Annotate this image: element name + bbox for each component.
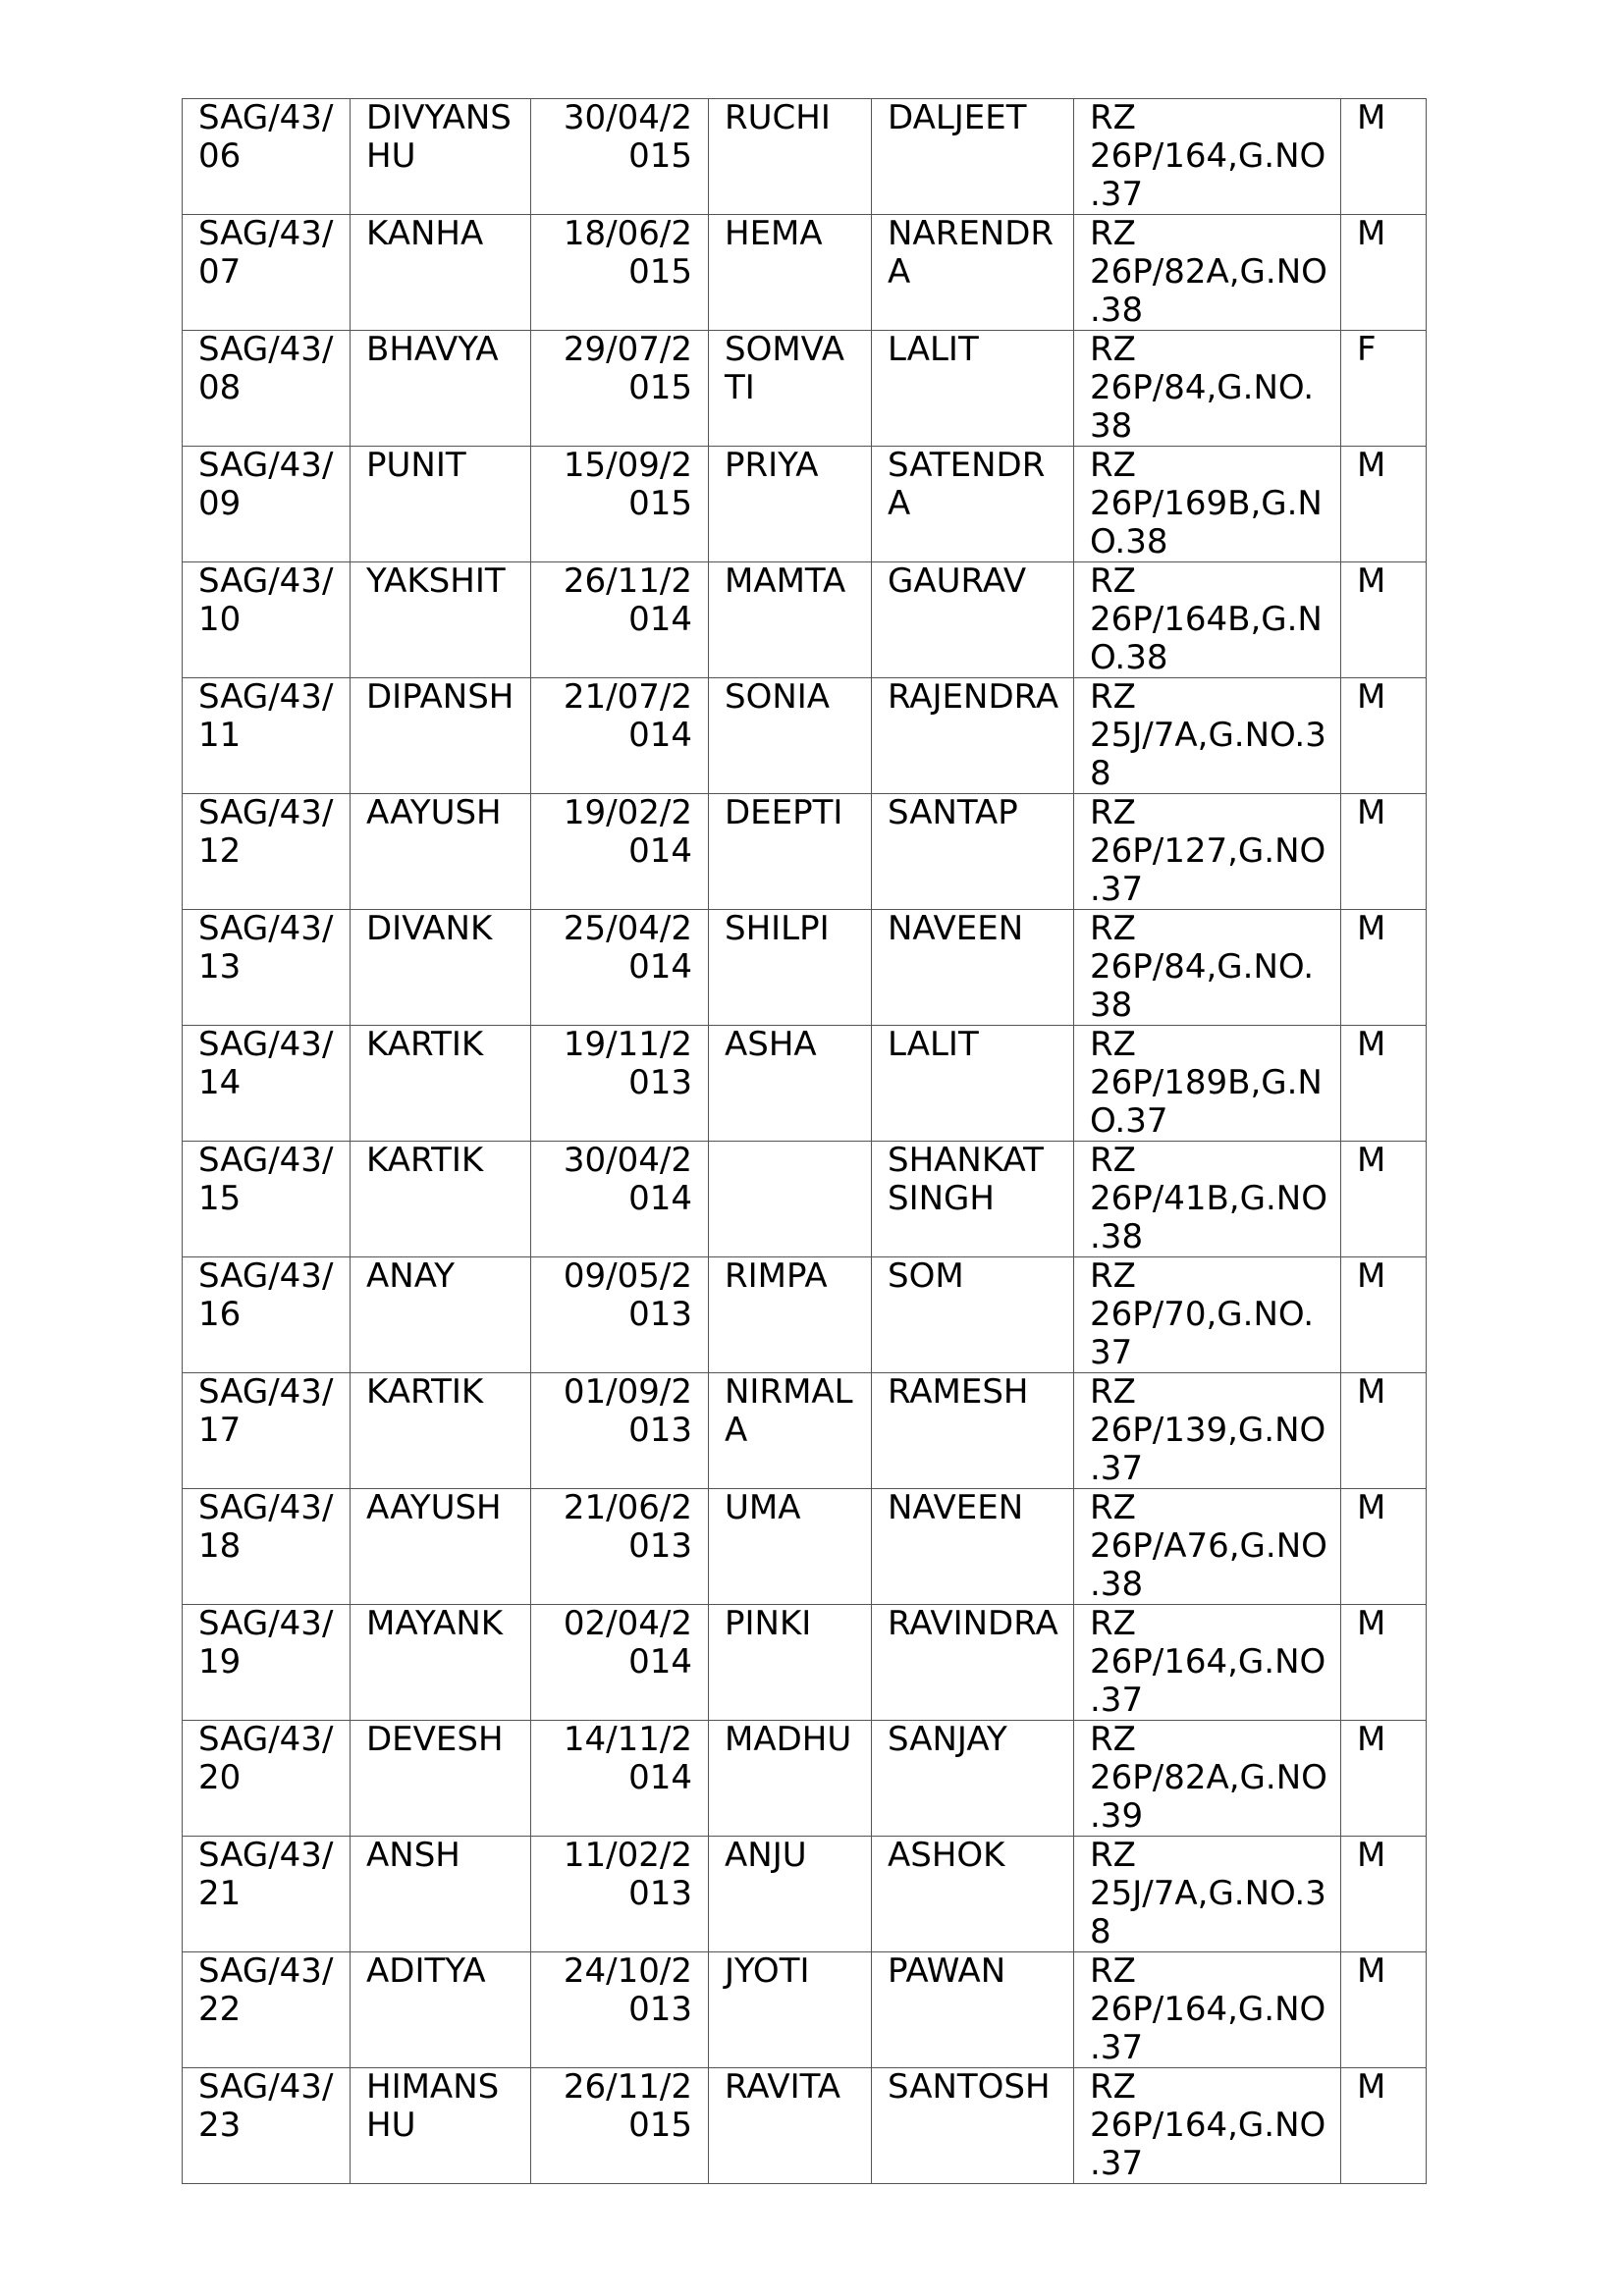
gender-cell: M <box>1341 1721 1427 1837</box>
date-of-birth-cell: 30/04/2 015 <box>531 99 709 215</box>
mother-name-cell: MAMTA <box>709 562 872 678</box>
table-row <box>183 1837 1427 1952</box>
date-of-birth-cell: 21/06/2 013 <box>531 1489 709 1605</box>
date-of-birth-cell: 24/10/2 013 <box>531 1952 709 2068</box>
table-row <box>183 99 1427 215</box>
address-cell: RZ 26P/139,G.NO .37 <box>1074 1373 1341 1489</box>
date-of-birth-cell: 02/04/2 014 <box>531 1605 709 1721</box>
gender-cell: M <box>1341 794 1427 910</box>
father-name-cell: NARENDR A <box>872 215 1074 331</box>
date-of-birth-cell: 18/06/2 015 <box>531 215 709 331</box>
father-name-cell: SANJAY <box>872 1721 1074 1837</box>
table-row <box>183 1026 1427 1142</box>
father-name-cell: LALIT <box>872 1026 1074 1142</box>
child-name-cell: KARTIK <box>351 1142 531 1257</box>
child-name-cell: DEVESH <box>351 1721 531 1837</box>
gender-cell: M <box>1341 1257 1427 1373</box>
mother-name-cell: SOMVA TI <box>709 331 872 447</box>
address-cell: RZ 26P/70,G.NO. 37 <box>1074 1257 1341 1373</box>
address-cell: RZ 26P/164,G.NO .37 <box>1074 1605 1341 1721</box>
registration-number-cell: SAG/43/ 23 <box>183 2068 351 2184</box>
father-name-cell: GAURAV <box>872 562 1074 678</box>
date-of-birth-cell: 09/05/2 013 <box>531 1257 709 1373</box>
address-cell: RZ 26P/169B,G.N O.38 <box>1074 447 1341 562</box>
mother-name-cell: MADHU <box>709 1721 872 1837</box>
table-row <box>183 794 1427 910</box>
date-of-birth-cell: 29/07/2 015 <box>531 331 709 447</box>
registration-number-cell: SAG/43/ 12 <box>183 794 351 910</box>
father-name-cell: ASHOK <box>872 1837 1074 1952</box>
mother-name-cell: PRIYA <box>709 447 872 562</box>
table-row <box>183 1257 1427 1373</box>
address-cell: RZ 26P/189B,G.N O.37 <box>1074 1026 1341 1142</box>
table-row <box>183 1721 1427 1837</box>
child-name-cell: ANAY <box>351 1257 531 1373</box>
address-cell: RZ 25J/7A,G.NO.3 8 <box>1074 1837 1341 1952</box>
mother-name-cell: DEEPTI <box>709 794 872 910</box>
date-of-birth-cell: 11/02/2 013 <box>531 1837 709 1952</box>
registration-number-cell: SAG/43/ 13 <box>183 910 351 1026</box>
address-cell: RZ 26P/A76,G.NO .38 <box>1074 1489 1341 1605</box>
table-row <box>183 1373 1427 1489</box>
address-cell: RZ 26P/82A,G.NO .38 <box>1074 215 1341 331</box>
mother-name-cell: HEMA <box>709 215 872 331</box>
gender-cell: M <box>1341 1837 1427 1952</box>
address-cell: RZ 26P/41B,G.NO .38 <box>1074 1142 1341 1257</box>
address-cell: RZ 26P/127,G.NO .37 <box>1074 794 1341 910</box>
father-name-cell: NAVEEN <box>872 910 1074 1026</box>
mother-name-cell: ANJU <box>709 1837 872 1952</box>
child-name-cell: KANHA <box>351 215 531 331</box>
registration-number-cell: SAG/43/ 17 <box>183 1373 351 1489</box>
date-of-birth-cell: 15/09/2 015 <box>531 447 709 562</box>
registration-number-cell: SAG/43/ 15 <box>183 1142 351 1257</box>
gender-cell: M <box>1341 1489 1427 1605</box>
father-name-cell: NAVEEN <box>872 1489 1074 1605</box>
child-name-cell: MAYANK <box>351 1605 531 1721</box>
registration-number-cell: SAG/43/ 06 <box>183 99 351 215</box>
child-name-cell: YAKSHIT <box>351 562 531 678</box>
registration-number-cell: SAG/43/ 20 <box>183 1721 351 1837</box>
table-row <box>183 331 1427 447</box>
child-name-cell: HIMANS HU <box>351 2068 531 2184</box>
child-name-cell: ADITYA <box>351 1952 531 2068</box>
child-name-cell: KARTIK <box>351 1026 531 1142</box>
child-name-cell: KARTIK <box>351 1373 531 1489</box>
child-name-cell: AAYUSH <box>351 794 531 910</box>
mother-name-cell: NIRMAL A <box>709 1373 872 1489</box>
child-name-cell: PUNIT <box>351 447 531 562</box>
mother-name-cell: ASHA <box>709 1026 872 1142</box>
mother-name-cell: RUCHI <box>709 99 872 215</box>
father-name-cell: DALJEET <box>872 99 1074 215</box>
table-row <box>183 678 1427 794</box>
document-page <box>182 98 1427 2184</box>
date-of-birth-cell: 14/11/2 014 <box>531 1721 709 1837</box>
mother-name-cell <box>709 1142 872 1257</box>
records-table-body <box>183 99 1427 2184</box>
table-row <box>183 2068 1427 2184</box>
registration-number-cell: SAG/43/ 07 <box>183 215 351 331</box>
child-name-cell: BHAVYA <box>351 331 531 447</box>
gender-cell: M <box>1341 1026 1427 1142</box>
table-row <box>183 215 1427 331</box>
address-cell: RZ 26P/164,G.NO .37 <box>1074 2068 1341 2184</box>
date-of-birth-cell: 30/04/2 014 <box>531 1142 709 1257</box>
date-of-birth-cell: 25/04/2 014 <box>531 910 709 1026</box>
mother-name-cell: RAVITA <box>709 2068 872 2184</box>
mother-name-cell: JYOTI <box>709 1952 872 2068</box>
gender-cell: M <box>1341 2068 1427 2184</box>
date-of-birth-cell: 19/02/2 014 <box>531 794 709 910</box>
date-of-birth-cell: 26/11/2 014 <box>531 562 709 678</box>
date-of-birth-cell: 19/11/2 013 <box>531 1026 709 1142</box>
gender-cell: M <box>1341 1605 1427 1721</box>
table-row <box>183 562 1427 678</box>
mother-name-cell: UMA <box>709 1489 872 1605</box>
father-name-cell: RAVINDRA <box>872 1605 1074 1721</box>
address-cell: RZ 26P/164,G.NO .37 <box>1074 99 1341 215</box>
mother-name-cell: PINKI <box>709 1605 872 1721</box>
registration-number-cell: SAG/43/ 08 <box>183 331 351 447</box>
registration-number-cell: SAG/43/ 11 <box>183 678 351 794</box>
registration-number-cell: SAG/43/ 21 <box>183 1837 351 1952</box>
registration-number-cell: SAG/43/ 09 <box>183 447 351 562</box>
registration-number-cell: SAG/43/ 18 <box>183 1489 351 1605</box>
table-row <box>183 1489 1427 1605</box>
gender-cell: M <box>1341 910 1427 1026</box>
child-name-cell: DIPANSH <box>351 678 531 794</box>
table-row <box>183 1142 1427 1257</box>
mother-name-cell: SONIA <box>709 678 872 794</box>
father-name-cell: SATENDR A <box>872 447 1074 562</box>
registration-number-cell: SAG/43/ 10 <box>183 562 351 678</box>
father-name-cell: RAMESH <box>872 1373 1074 1489</box>
address-cell: RZ 26P/164B,G.N O.38 <box>1074 562 1341 678</box>
registration-number-cell: SAG/43/ 16 <box>183 1257 351 1373</box>
gender-cell: F <box>1341 331 1427 447</box>
registration-number-cell: SAG/43/ 14 <box>183 1026 351 1142</box>
table-row <box>183 1605 1427 1721</box>
address-cell: RZ 25J/7A,G.NO.3 8 <box>1074 678 1341 794</box>
father-name-cell: PAWAN <box>872 1952 1074 2068</box>
gender-cell: M <box>1341 215 1427 331</box>
gender-cell: M <box>1341 447 1427 562</box>
gender-cell: M <box>1341 99 1427 215</box>
father-name-cell: SANTAP <box>872 794 1074 910</box>
child-name-cell: DIVANK <box>351 910 531 1026</box>
gender-cell: M <box>1341 678 1427 794</box>
father-name-cell: LALIT <box>872 331 1074 447</box>
father-name-cell: SHANKAT SINGH <box>872 1142 1074 1257</box>
gender-cell: M <box>1341 1373 1427 1489</box>
address-cell: RZ 26P/164,G.NO .37 <box>1074 1952 1341 2068</box>
date-of-birth-cell: 01/09/2 013 <box>531 1373 709 1489</box>
registration-number-cell: SAG/43/ 22 <box>183 1952 351 2068</box>
gender-cell: M <box>1341 562 1427 678</box>
records-table <box>182 98 1427 2184</box>
gender-cell: M <box>1341 1142 1427 1257</box>
father-name-cell: RAJENDRA <box>872 678 1074 794</box>
date-of-birth-cell: 26/11/2 015 <box>531 2068 709 2184</box>
gender-cell: M <box>1341 1952 1427 2068</box>
date-of-birth-cell: 21/07/2 014 <box>531 678 709 794</box>
address-cell: RZ 26P/84,G.NO. 38 <box>1074 910 1341 1026</box>
registration-number-cell: SAG/43/ 19 <box>183 1605 351 1721</box>
child-name-cell: ANSH <box>351 1837 531 1952</box>
child-name-cell: AAYUSH <box>351 1489 531 1605</box>
child-name-cell: DIVYANS HU <box>351 99 531 215</box>
table-row <box>183 447 1427 562</box>
address-cell: RZ 26P/82A,G.NO .39 <box>1074 1721 1341 1837</box>
mother-name-cell: RIMPA <box>709 1257 872 1373</box>
table-row <box>183 910 1427 1026</box>
father-name-cell: SANTOSH <box>872 2068 1074 2184</box>
father-name-cell: SOM <box>872 1257 1074 1373</box>
table-row <box>183 1952 1427 2068</box>
mother-name-cell: SHILPI <box>709 910 872 1026</box>
address-cell: RZ 26P/84,G.NO. 38 <box>1074 331 1341 447</box>
